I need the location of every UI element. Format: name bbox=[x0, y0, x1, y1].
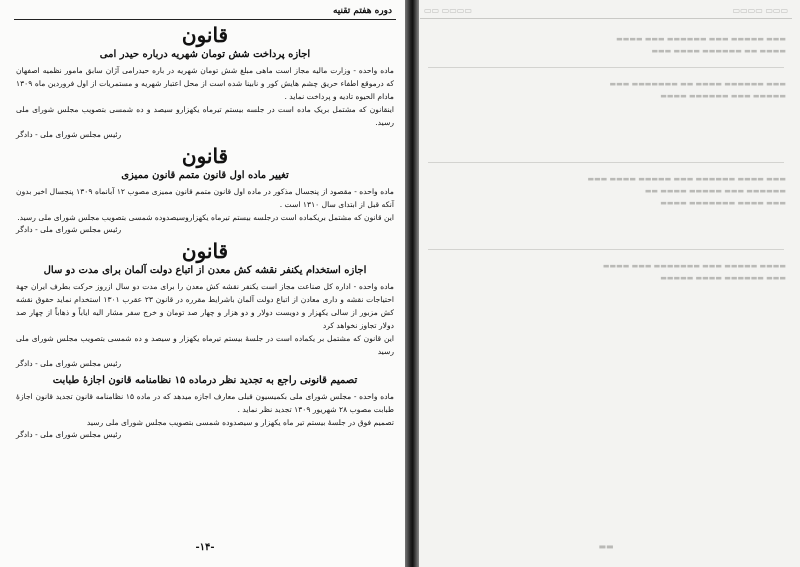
law-subtitle: تغییر ماده اول قانون متمم قانون ممیزی bbox=[121, 170, 289, 181]
law-paragraph: اینقانون که مشتمل بریک ماده است در جلسه بیستم تیرماه یکهزارو سیصد و ده شمسی بتصویب مجلس شورای ملی رسید. bbox=[16, 105, 394, 127]
law-paragraph: ماده واحده - مجلس شورای ملی بکمیسیون قبلی معارف اجازه میدهد که در ماده ۱۵ نظامنامه قانون تجدید قانون اجازهٔ طبابت مصوب ۲۸ شهریور ۱۳۰۹ تجدید نظر نماید . bbox=[16, 392, 394, 414]
law-section-4 bbox=[14, 374, 396, 441]
law-subtitle: تصمیم قانونی راجع به تجدید نظر درماده ۱۵ نظامنامه قانون اجازهٔ طبابت bbox=[52, 375, 358, 386]
bleed-header: ▭▭▭ ▭▭▭▭ ▭▭▭▭ ▭▭ bbox=[420, 4, 792, 19]
law-title: قانون bbox=[181, 239, 229, 263]
law-section-2 bbox=[14, 144, 396, 236]
signature-line: رئیس مجلس شورای ملی - دادگر bbox=[16, 225, 122, 234]
book-gutter bbox=[405, 0, 419, 567]
page-number: -۱۴- bbox=[195, 542, 215, 553]
running-header bbox=[14, 4, 396, 20]
law-paragraph: این قانون که مشتمل بریکماده است درجلسه بیستم تیرماه یکهزاروسیصدوده شمسی بتصویب مجلس شورای ملی رسید. bbox=[17, 213, 394, 222]
bleed-through-area: ▭▭▭ ▭▭▭▭ ▭▭▭▭ ▭▭ ▬▬▬ ▬▬▬▬▬ ▬▬▬ ▬▬▬▬▬▬ ▬▬▬ ▬▬▬▬ ▬▬▬▬ ▬▬ ▬▬▬▬▬▬ ▬▬▬▬ ▬▬▬ ▬▬▬ ▬▬▬▬▬▬ ▬▬▬▬ ▬▬ ▬▬▬▬▬▬▬ ▬▬▬ ▬▬▬▬▬ ▬▬▬ ▬▬▬▬▬▬ ▬▬▬▬ ▬▬▬ ▬▬▬▬ ▬▬▬▬▬▬ ▬▬▬ ▬▬▬▬▬ ▬▬▬▬ ▬▬▬ ▬▬▬▬▬▬ ▬▬▬ ▬▬▬▬▬ ▬▬▬▬ ▬▬ ▬▬▬ ▬▬▬▬ ▬▬▬▬▬▬▬ ▬▬▬▬ ▬▬▬▬ ▬▬▬▬▬ ▬▬▬ ▬▬▬▬▬▬▬ ▬▬▬ ▬▬▬▬ ▬▬▬ ▬▬▬▬▬▬ ▬▬▬▬ ▬▬▬▬▬ ▬▬ bbox=[420, 4, 792, 563]
document-page bbox=[14, 4, 396, 563]
law-paragraph: این قانون که مشتمل بر یکماده است در جلسهٔ بیستم تیرماه یکهزار و سیصد و ده شمسی بتصویب مجلس شورای ملی رسید bbox=[16, 334, 394, 356]
law-paragraph: تصمیم فوق در جلسهٔ بیستم تیر ماه یکهزار و سیصدوده شمسی بتصویب مجلس شورای ملی رسید bbox=[86, 418, 394, 427]
law-paragraph: ماده واحده - مقصود از پنجسال مذکور در ماده اول قانون متمم قانون ممیزی مصوب ۱۲ آبانماه ۱۳۰۹ پنجسال اخیر بدون آنکه قبل از ابتدای سال ۱۳۱۰ است . bbox=[16, 187, 394, 209]
law-paragraph: ماده واحده - اداره کل صناعت مجاز است یکنفر نقشه کش معدن را برای مدت دو سال ازروز حرکت بطرف ایران جهة احتیاجات نقشه و داری معادن از اتباع دولت آلمان باشرایط مقرره در قانون ۲۳ عقرب ۱۳۰۱ استخدام نماید حقوق نقشه کش مزبور از سالی یکهزار و دویست دولار و دو هزار و چهار صد تومان و خرج سفر مشار الیه ایاباً و ذهاباً از چهار صد دولار تجاوز نخواهد کرد bbox=[16, 282, 394, 330]
law-paragraph: ماده واحده - وزارت مالیه مجاز است ماهی مبلغ شش تومان شهریه در باره حیدرامی آژان سابق مامور نظمیه اصفهان که درموقع اطفاء حریق چشم هایش کور و نابینا شده است از محل اعتبار شهریه و مستمریات از اول فروردین ماه ۱۳۰۹ مادام الحیوه تادیه و پرداخت نماید . bbox=[16, 66, 394, 101]
signature-line: رئیس مجلس شورای ملی - دادگر bbox=[16, 130, 122, 139]
law-subtitle: اجازه استخدام یکنفر نقشه کش معدن از اتباع دولت آلمان برای مدت دو سال bbox=[43, 265, 367, 276]
signature-line: رئیس مجلس شورای ملی - دادگر bbox=[16, 359, 122, 368]
law-section-3 bbox=[14, 239, 396, 370]
signature-line: رئیس مجلس شورای ملی - دادگر bbox=[16, 430, 122, 439]
law-title: قانون bbox=[181, 23, 229, 47]
law-subtitle: اجازه پرداخت شش تومان شهریه درباره حیدر امی bbox=[99, 49, 311, 60]
header-label: دوره هفتم تقنیه bbox=[332, 6, 392, 16]
law-section-1 bbox=[14, 23, 396, 141]
law-title: قانون bbox=[181, 144, 229, 168]
